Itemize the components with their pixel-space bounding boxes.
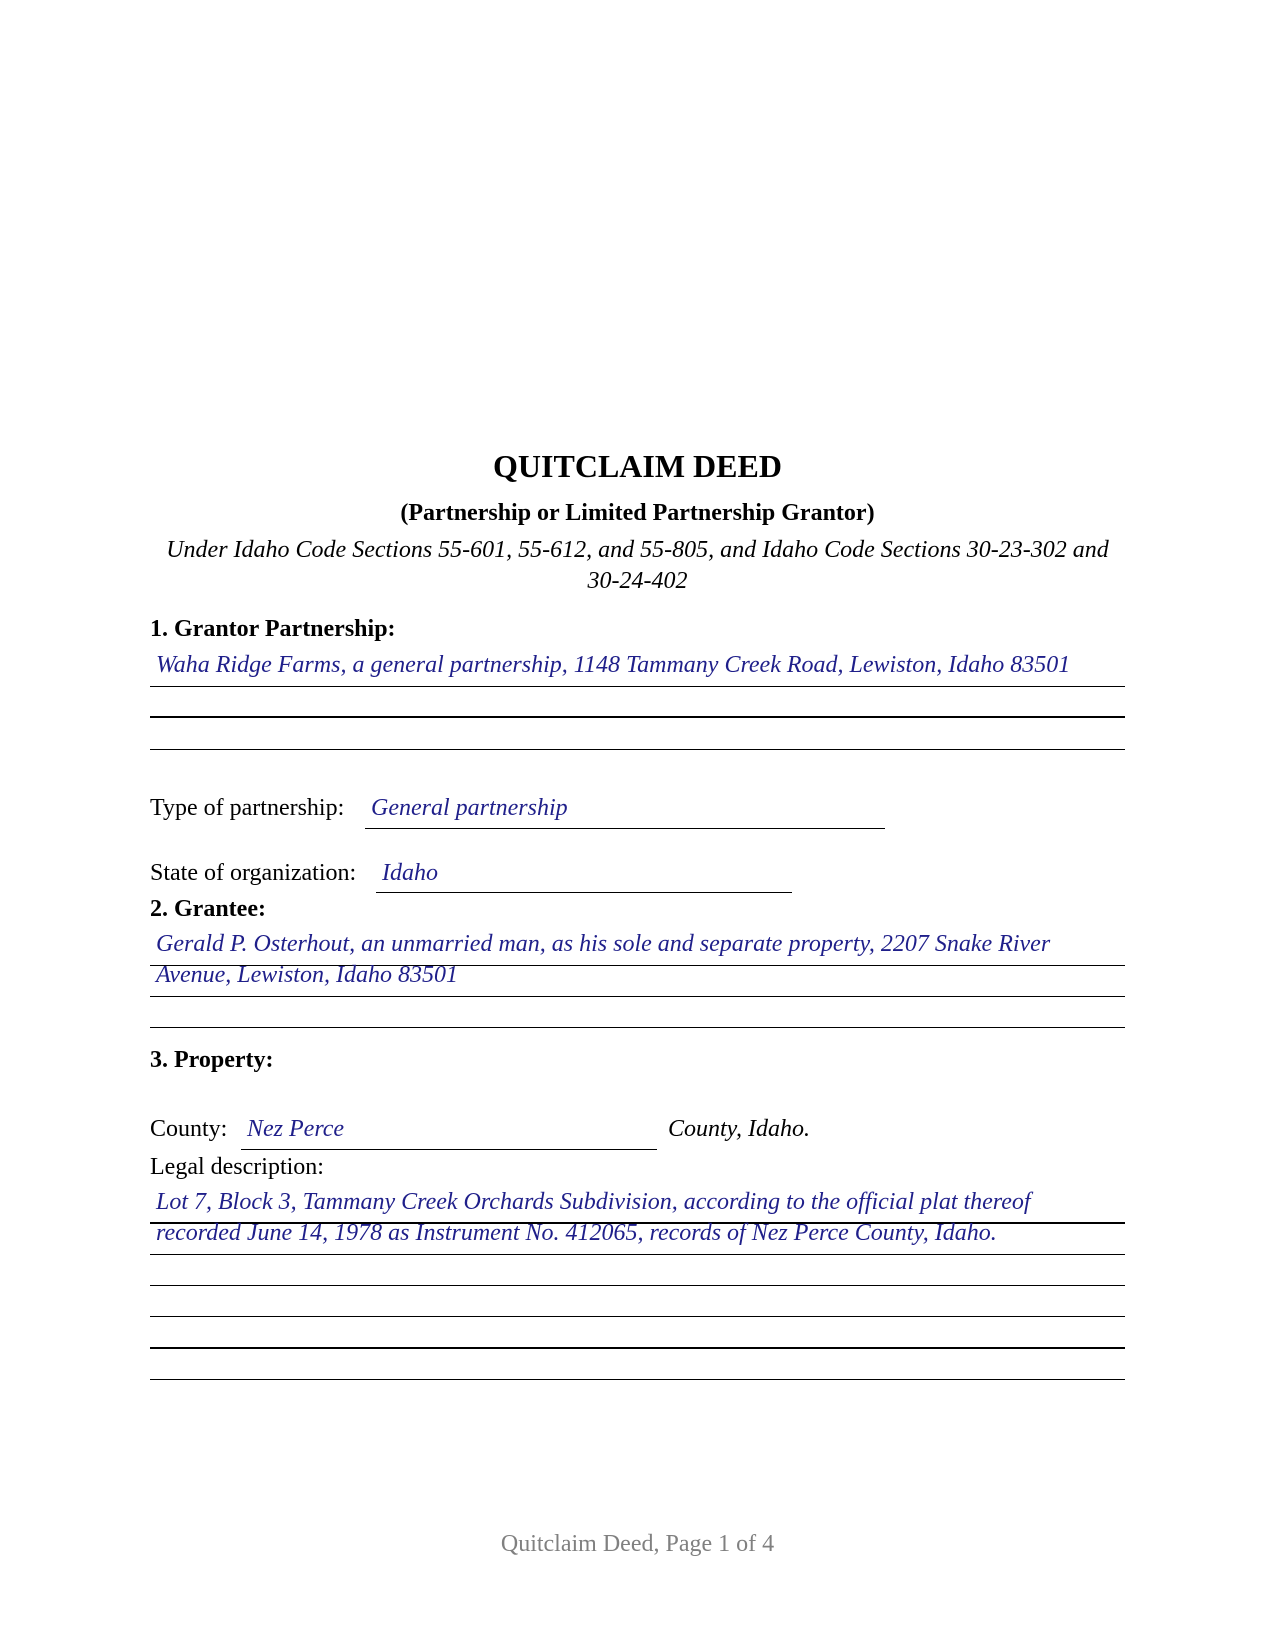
county-suffix: County, Idaho. [668, 1116, 810, 1142]
legal-line-3 [150, 1285, 1125, 1286]
county-label: County: [150, 1116, 228, 1142]
legal-description-line-1[interactable]: Lot 7, Block 3, Tammany Creek Orchards Subdivision, according to the official plat thereof [156, 1189, 1031, 1215]
grantee-line-2 [150, 996, 1125, 997]
legal-line-2 [150, 1254, 1125, 1255]
legal-description-label: Legal description: [150, 1154, 324, 1180]
statute-reference: Under Idaho Code Sections 55-601, 55-612, and 55-805, and Idaho Code Sections 30-23-302 and 30-24-402 [166, 537, 1109, 594]
state-of-organization-line [376, 892, 792, 893]
grantee-line-3 [150, 1027, 1125, 1028]
grantee-value-line-1[interactable]: Gerald P. Osterhout, an unmarried man, as his sole and separate property, 2207 Snake River [156, 931, 1051, 957]
state-of-organization-value[interactable]: Idaho [382, 860, 438, 886]
property-heading: 3. Property: [150, 1047, 274, 1073]
legal-line-5 [150, 1347, 1125, 1349]
partnership-type-label: Type of partnership: [150, 795, 345, 821]
state-of-organization-label: State of organization: [150, 860, 357, 886]
grantor-value[interactable]: Waha Ridge Farms, a general partnership, 1148 Tammany Creek Road, Lewiston, Idaho 83501 [156, 652, 1071, 678]
county-line [241, 1149, 657, 1150]
grantee-heading: 2. Grantee: [150, 896, 266, 922]
page-footer: Quitclaim Deed, Page 1 of 4 [500, 1531, 775, 1557]
grantee-value-line-2[interactable]: Avenue, Lewiston, Idaho 83501 [156, 962, 458, 988]
legal-line-4 [150, 1316, 1125, 1317]
grantor-heading: 1. Grantor Partnership: [150, 616, 396, 642]
legal-line-6 [150, 1379, 1125, 1380]
document-title: QUITCLAIM DEED [493, 448, 782, 484]
county-value[interactable]: Nez Perce [247, 1116, 345, 1142]
partnership-type-line [365, 828, 885, 829]
partnership-type-value[interactable]: General partnership [371, 795, 568, 821]
grantor-line-1 [150, 686, 1125, 687]
document-subtitle: (Partnership or Limited Partnership Grantor) [400, 500, 875, 526]
grantor-line-3 [150, 749, 1125, 750]
legal-description-line-2[interactable]: recorded June 14, 1978 as Instrument No. 412065, records of Nez Perce County, Idaho. [156, 1220, 997, 1246]
grantor-line-2 [150, 716, 1125, 718]
